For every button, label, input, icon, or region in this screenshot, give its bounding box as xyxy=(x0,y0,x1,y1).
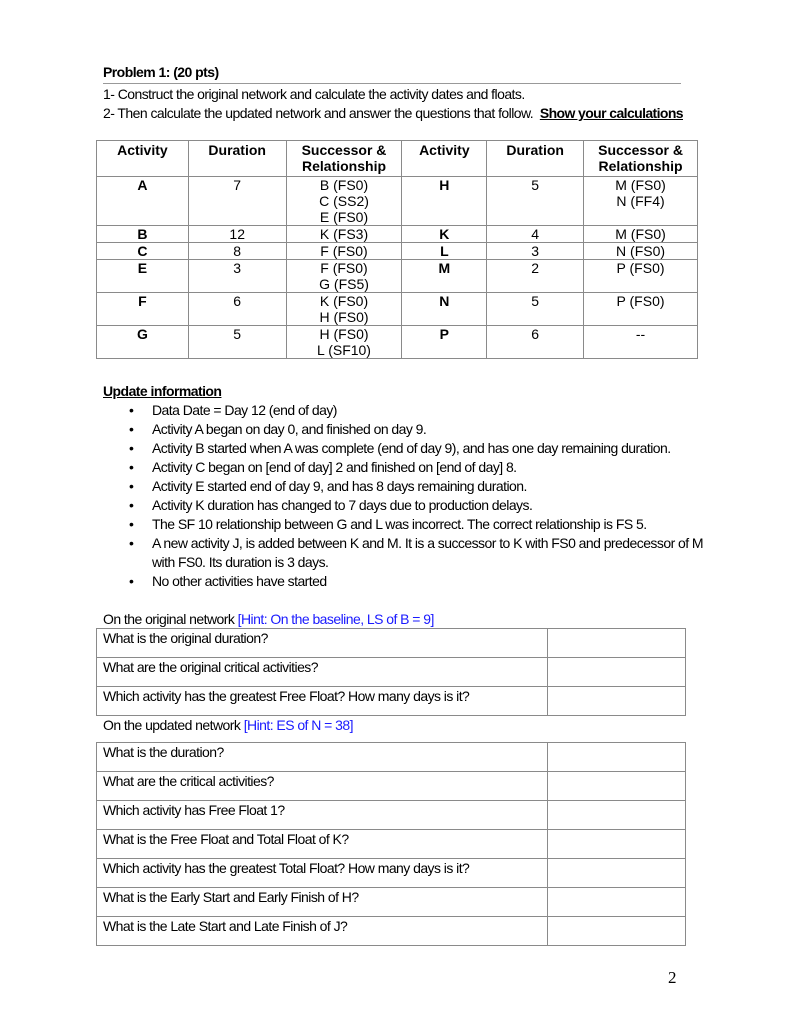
column-header: Duration xyxy=(487,141,584,177)
activity-cell: E xyxy=(97,260,189,293)
duration-cell: 5 xyxy=(188,326,286,359)
successor-relationship: H (FS0) xyxy=(319,326,369,342)
duration-cell: 5 xyxy=(487,177,584,226)
list-item: • Activity E started end of day 9, and has 8 days remaining duration. xyxy=(103,477,723,496)
table-row xyxy=(97,260,698,293)
activity-cell: B xyxy=(97,226,189,243)
list-item: • Activity A began on day 0, and finished on day 9. xyxy=(103,420,723,439)
table-header-row xyxy=(97,141,698,177)
updated-network-label xyxy=(103,717,353,733)
answer-cell[interactable] xyxy=(548,801,686,830)
duration-cell: 6 xyxy=(188,293,286,326)
question-cell: What is the Free Float and Total Float of K? xyxy=(97,830,548,859)
answer-cell[interactable] xyxy=(548,772,686,801)
successor-relationship: F (FS0) xyxy=(320,243,368,259)
column-header: Activity xyxy=(97,141,189,177)
successor-cell xyxy=(584,260,698,293)
duration-cell: 8 xyxy=(188,243,286,260)
list-item: • No other activities have started xyxy=(103,572,723,591)
activity-cell: A xyxy=(97,177,189,226)
page-number: 2 xyxy=(668,968,677,987)
table-row xyxy=(97,629,686,658)
table-row xyxy=(97,917,686,946)
table-row xyxy=(97,177,698,226)
question-cell: Which activity has the greatest Free Float? How many days is it? xyxy=(97,687,548,716)
successor-cell xyxy=(286,226,402,243)
successor-relationship: G (FS5) xyxy=(319,276,369,292)
activity-cell: K xyxy=(402,226,487,243)
successor-cell xyxy=(584,177,698,226)
update-list xyxy=(103,401,723,591)
answer-cell[interactable] xyxy=(548,629,686,658)
successor-relationship: P (FS0) xyxy=(616,293,665,309)
instruction-2 xyxy=(103,105,683,121)
activity-cell: F xyxy=(97,293,189,326)
successor-relationship: C (SS2) xyxy=(319,193,369,209)
successor-cell xyxy=(286,177,402,226)
table-row xyxy=(97,801,686,830)
successor-relationship: -- xyxy=(635,326,646,342)
activity-cell: H xyxy=(402,177,487,226)
column-header: Activity xyxy=(402,141,487,177)
successor-cell xyxy=(584,326,698,359)
duration-cell: 3 xyxy=(487,243,584,260)
answer-cell[interactable] xyxy=(548,888,686,917)
column-header: Successor & Relationship xyxy=(286,141,402,177)
question-cell: What is the duration? xyxy=(97,743,548,772)
answer-cell[interactable] xyxy=(548,917,686,946)
successor-relationship: N (FF4) xyxy=(616,193,665,209)
table-row xyxy=(97,830,686,859)
duration-cell: 3 xyxy=(188,260,286,293)
table-row xyxy=(97,293,698,326)
hint-text: [Hint: ES of N = 38] xyxy=(243,717,353,733)
table-row xyxy=(97,859,686,888)
title-divider xyxy=(103,83,681,84)
list-item: • The SF 10 relationship between G and L was incorrect. The correct relationship is FS 5. xyxy=(103,515,723,534)
instruction-1: 1- Construct the original network and calculate the activity dates and floats. xyxy=(103,86,525,102)
question-cell: What is the original duration? xyxy=(97,629,548,658)
successor-cell xyxy=(286,293,402,326)
question-cell: What is the Late Start and Late Finish of J? xyxy=(97,917,548,946)
activity-table xyxy=(96,140,698,359)
table-row xyxy=(97,658,686,687)
answer-cell[interactable] xyxy=(548,830,686,859)
list-item: • A new activity J, is added between K and M. It is a successor to K with FS0 and predecessor of M with FS0. Its duration is 3 days. xyxy=(103,534,723,572)
answer-cell[interactable] xyxy=(548,658,686,687)
activity-cell: L xyxy=(402,243,487,260)
successor-cell xyxy=(286,326,402,359)
successor-relationship: P (FS0) xyxy=(616,260,665,276)
successor-cell xyxy=(286,243,402,260)
activity-cell: P xyxy=(402,326,487,359)
successor-relationship: B (FS0) xyxy=(319,177,369,193)
duration-cell: 6 xyxy=(487,326,584,359)
label-text: On the original network xyxy=(103,611,238,627)
table-row xyxy=(97,687,686,716)
successor-cell xyxy=(584,226,698,243)
table-row xyxy=(97,772,686,801)
successor-cell xyxy=(286,260,402,293)
duration-cell: 7 xyxy=(188,177,286,226)
duration-cell: 4 xyxy=(487,226,584,243)
successor-relationship: N (FS0) xyxy=(616,243,666,259)
answer-cell[interactable] xyxy=(548,859,686,888)
table-row xyxy=(97,226,698,243)
question-cell: What is the Early Start and Early Finish of H? xyxy=(97,888,548,917)
question-cell: Which activity has Free Float 1? xyxy=(97,801,548,830)
list-item: • Activity C began on [end of day] 2 and finished on [end of day] 8. xyxy=(103,458,723,477)
column-header: Successor & Relationship xyxy=(584,141,698,177)
successor-relationship: F (FS0) xyxy=(320,260,368,276)
successor-cell xyxy=(584,243,698,260)
instruction-2-emphasis: Show your calculations xyxy=(539,105,683,121)
successor-relationship: M (FS0) xyxy=(615,177,666,193)
table-row xyxy=(97,888,686,917)
list-item: • Data Date = Day 12 (end of day) xyxy=(103,401,723,420)
update-title: Update information xyxy=(103,383,222,399)
column-header: Duration xyxy=(188,141,286,177)
original-questions-table xyxy=(96,628,686,716)
successor-relationship: H (FS0) xyxy=(319,309,369,325)
table-row xyxy=(97,326,698,359)
activity-cell: C xyxy=(97,243,189,260)
hint-text: [Hint: On the baseline, LS of B = 9] xyxy=(237,611,434,627)
updated-questions-table xyxy=(96,742,686,946)
list-item: • Activity B started when A was complete (end of day 9), and has one day remaining duration. xyxy=(103,439,723,458)
answer-cell[interactable] xyxy=(548,743,686,772)
table-row xyxy=(97,243,698,260)
list-item: • Activity K duration has changed to 7 days due to production delays. xyxy=(103,496,723,515)
original-network-label xyxy=(103,611,434,627)
duration-cell: 2 xyxy=(487,260,584,293)
duration-cell: 12 xyxy=(188,226,286,243)
activity-cell: G xyxy=(97,326,189,359)
successor-relationship: E (FS0) xyxy=(319,209,369,225)
instruction-2-text: 2- Then calculate the updated network and answer the questions that follow. xyxy=(103,105,534,121)
successor-relationship: K (FS0) xyxy=(319,293,369,309)
duration-cell: 5 xyxy=(487,293,584,326)
answer-cell[interactable] xyxy=(548,687,686,716)
activity-cell: M xyxy=(402,260,487,293)
successor-relationship: L (SF10) xyxy=(317,342,371,358)
question-cell: What are the original critical activities? xyxy=(97,658,548,687)
label-text: On the updated network xyxy=(103,717,244,733)
successor-relationship: K (FS3) xyxy=(319,226,369,242)
question-cell: Which activity has the greatest Total Float? How many days is it? xyxy=(97,859,548,888)
table-row xyxy=(97,743,686,772)
successor-cell xyxy=(584,293,698,326)
activity-cell: N xyxy=(402,293,487,326)
problem-title: Problem 1: (20 pts) xyxy=(103,64,219,80)
successor-relationship: M (FS0) xyxy=(615,226,666,242)
question-cell: What are the critical activities? xyxy=(97,772,548,801)
